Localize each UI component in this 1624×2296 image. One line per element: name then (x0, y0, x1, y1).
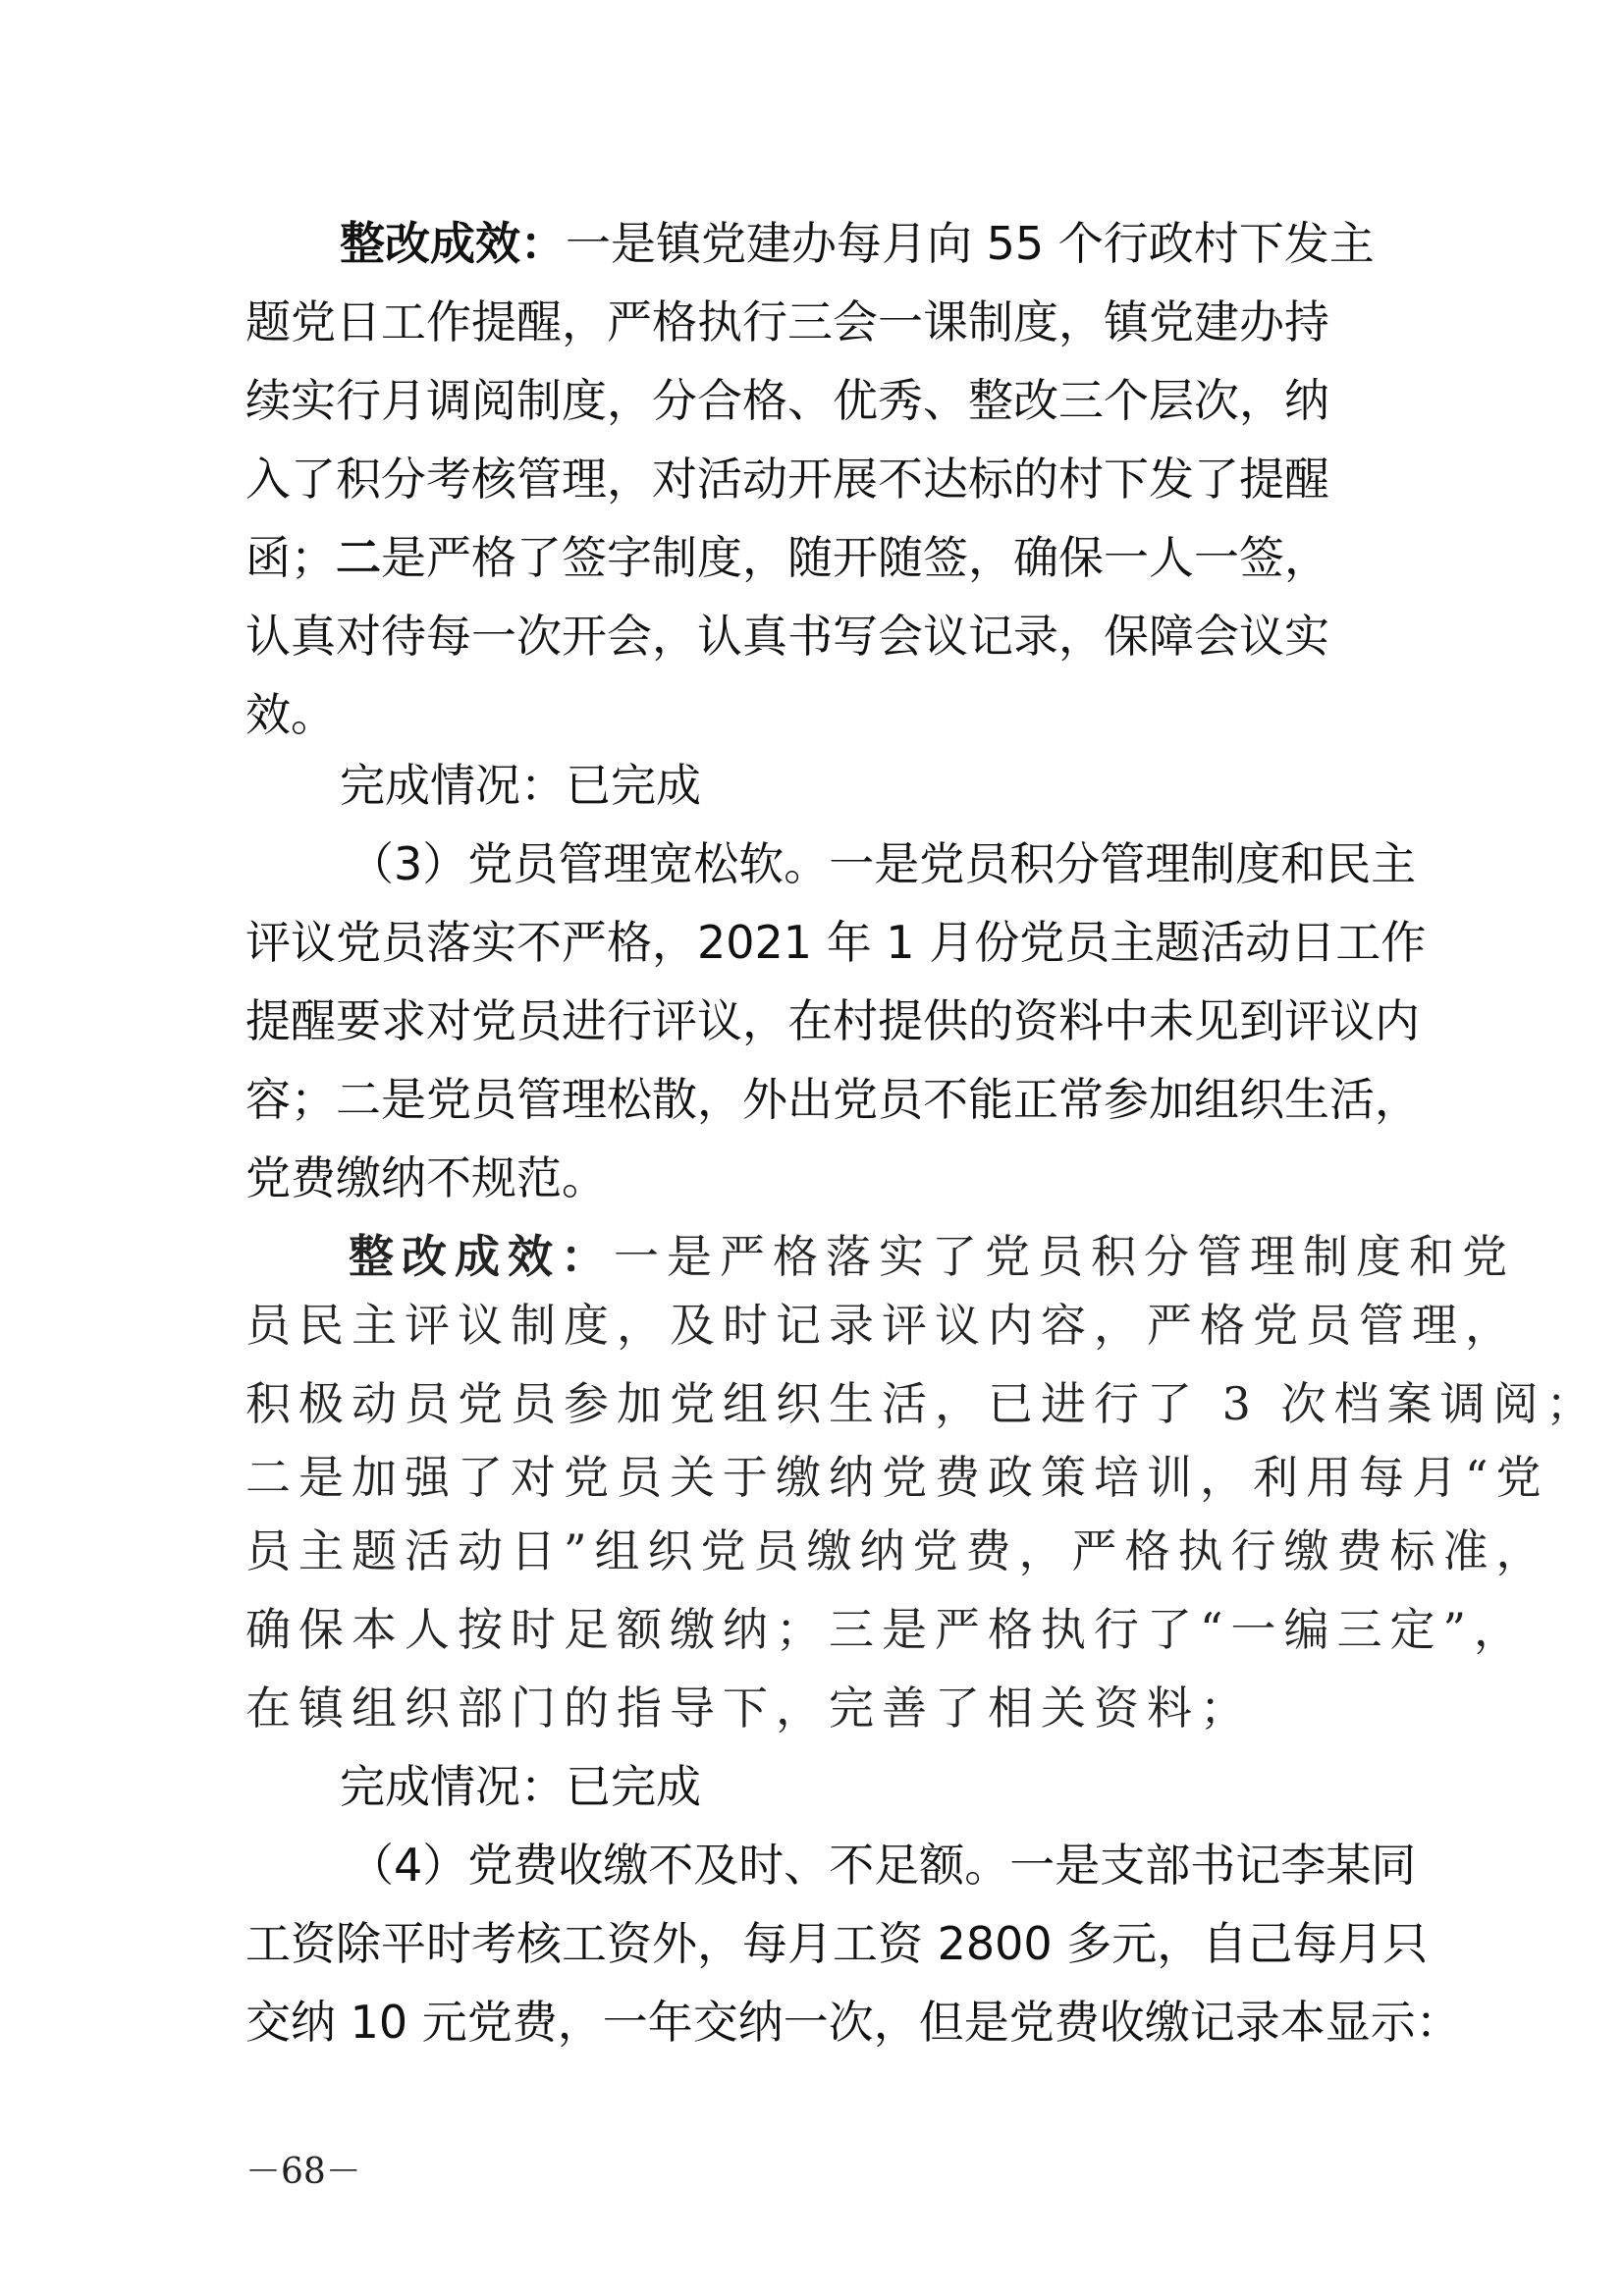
paragraph-line: 认真对待每一次开会，认真书写会议记录，保障会议实 (245, 610, 1329, 663)
paragraph-line: 交纳 10 元党费，一年交纳一次，但是党费收缴记录本显示： (245, 1996, 1461, 2049)
rectification-label: 整改成效： (340, 217, 566, 270)
paragraph-line: 提醒要求对党员进行评议，在村提供的资料中未见到评议内 (245, 994, 1420, 1047)
paragraph-line: 评议党员落实不严格，2021 年 1 月份党员主题活动日工作 (245, 916, 1427, 969)
paragraph-line: 工资除平时考核工资外，每月工资 2800 多元，自己每月只 (245, 1917, 1429, 1970)
paragraph-line: 容；二是党员管理松散，外出党员不能正常参加组织生活， (245, 1073, 1420, 1126)
paragraph-line: 函；二是严格了签字制度，随开随签，确保一人一签， (245, 531, 1329, 584)
paragraph-line: 整改成效：一是镇党建办每月向 55 个行政村下发主 (340, 217, 1375, 270)
paragraph-line: （3）党员管理宽松软。一是党员积分管理制度和民主 (349, 837, 1417, 890)
paragraph-line: 二是加强了对党员关于缴纳党费政策培训，利用每月“党 (245, 1451, 1549, 1504)
paragraph-line: 在镇组织部门的指导下，完善了相关资料； (245, 1682, 1253, 1735)
paragraph-line: 效。 (245, 688, 336, 741)
paragraph-line: 党费缴纳不规范。 (245, 1151, 607, 1204)
paragraph-line: 员民主评议制度，及时记录评议内容，严格党员管理， (245, 1299, 1518, 1352)
rectification-label: 整改成效： (349, 1230, 614, 1283)
paragraph-line: 员主题活动日”组织党员缴纳党费，严格执行缴费标准， (245, 1524, 1549, 1577)
paragraph-line: 入了积分考核管理，对活动开展不达标的村下发了提醒 (245, 453, 1329, 506)
paragraph-line: 整改成效：一是严格落实了党员积分管理制度和党 (349, 1230, 1515, 1283)
paragraph-line: （4）党费收缴不及时、不足额。一是支部书记李某同 (349, 1839, 1417, 1892)
status-line: 完成情况：已完成 (340, 759, 701, 812)
paragraph-line: 续实行月调阅制度，分合格、优秀、整改三个层次，纳 (245, 374, 1329, 427)
status-line: 完成情况：已完成 (340, 1760, 701, 1813)
paragraph-line: 题党日工作提醒，严格执行三会一课制度，镇党建办持 (245, 295, 1329, 348)
page-number: －68－ (245, 2152, 361, 2192)
paragraph-line: 确保本人按时足额缴纳；三是严格执行了“一编三定”， (245, 1603, 1528, 1656)
paragraph-line: 积极动员党员参加党组织生活，已进行了 3 次档案调阅； (245, 1377, 1599, 1430)
